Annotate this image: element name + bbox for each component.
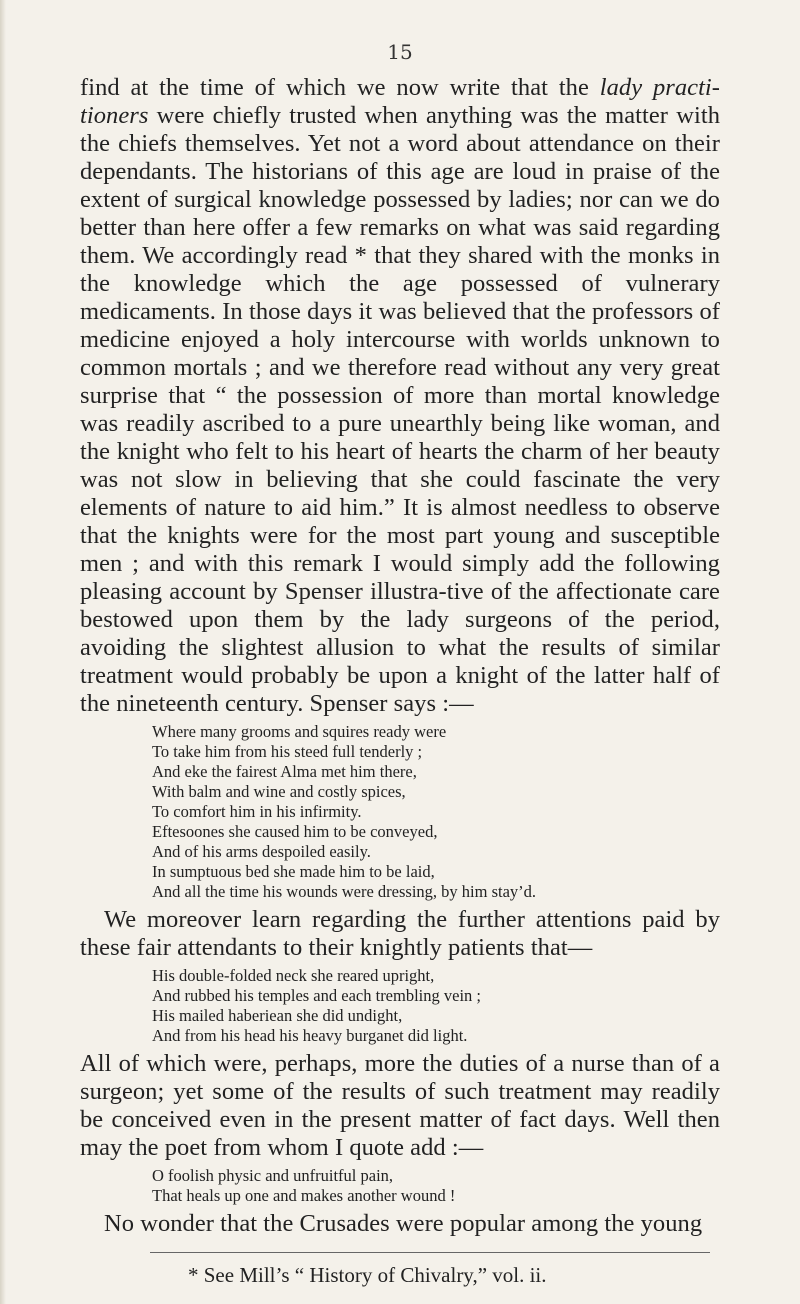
verse-block-3: [152, 1166, 720, 1206]
verse-line: In sumptuous bed she made him to be laid,: [152, 862, 435, 881]
page-edge-shadow: [0, 0, 6, 1304]
paragraph-2: [80, 906, 720, 962]
verse-line: To comfort him in his infirmity.: [152, 802, 362, 821]
text-run: All of which were, perhaps, more the duties of a nurse than of a surgeon; yet some of the results of such treatment may readily be conceived even in the present matter of fact days. Well then may the poet from whom I quote add :—: [80, 1050, 720, 1161]
paragraph-1: [80, 74, 720, 718]
verse-line: His double-folded neck she reared upright,: [152, 966, 435, 985]
verse-line: And eke the fairest Alma met him there,: [152, 762, 417, 781]
verse-line: And from his head his heavy burganet did light.: [152, 1026, 468, 1045]
text-run: No wonder that the Crusades were popular among the young: [104, 1210, 703, 1237]
italic-phrase: lady practi-tioners: [80, 74, 721, 129]
verse-line: His mailed haberiean she did undight,: [152, 1006, 403, 1025]
page-number: 15: [387, 40, 413, 64]
paragraph-4: [80, 1210, 720, 1238]
verse-line: And of his arms despoiled easily.: [152, 842, 371, 861]
text-run: were chiefly trusted when anything was the matter with the chiefs themselves. Yet not a word about attendance on their dependants. The historians of this age are loud in praise of the extent of surgical knowledge possessed by ladies; nor can we do better than here offer a few remarks on what was said regarding them. We accordingly read * that they shared with the monks in the knowledge which the age possessed of vulnerary medicaments. In those days it was believed that the professors of medicine enjoyed a holy intercourse with worlds unknown to common mortals ; and we therefore read without any very great surprise that “ the possession of more than mortal knowledge was readily ascribed to a pure unearthly being like woman, and the knight who felt to his heart of hearts the charm of her beauty was not slow in believing that she could fascinate the very elements of nature to aid him.” It is almost needless to observe that the knights were for the most part young and susceptible men ; and with this remark I would simply add the following pleasing account by Spenser illustra-tive of the affectionate care bestowed upon them by the lady surgeons of the period, avoiding the slightest allusion to what the results of similar treatment would probably be upon a knight of the latter half of the nineteenth century. Spenser says :—: [80, 102, 720, 717]
verse-line: That heals up one and makes another wound !: [152, 1186, 456, 1205]
verse-line: O foolish physic and unfruitful pain,: [152, 1166, 394, 1185]
paragraph-3: [80, 1050, 720, 1162]
verse-block-1: [152, 722, 720, 902]
verse-line: Where many grooms and squires ready were: [152, 722, 447, 741]
text-run: We moreover learn regarding the further attentions paid by these fair attendants to their knightly patients that—: [80, 906, 720, 961]
footnote-rule: [150, 1252, 710, 1253]
verse-line: Eftesoones she caused him to be conveyed,: [152, 822, 438, 841]
body-text: [80, 74, 720, 1238]
verse-line: And rubbed his temples and each trembling vein ;: [152, 986, 482, 1005]
verse-line: With balm and wine and costly spices,: [152, 782, 406, 801]
footnote: * See Mill’s “ History of Chivalry,” vol. ii.: [188, 1263, 547, 1287]
verse-block-2: [152, 966, 720, 1046]
verse-line: And all the time his wounds were dressing, by him stay’d.: [152, 882, 537, 901]
verse-line: To take him from his steed full tenderly ;: [152, 742, 423, 761]
text-run: find at the time of which we now write that the: [80, 74, 600, 101]
